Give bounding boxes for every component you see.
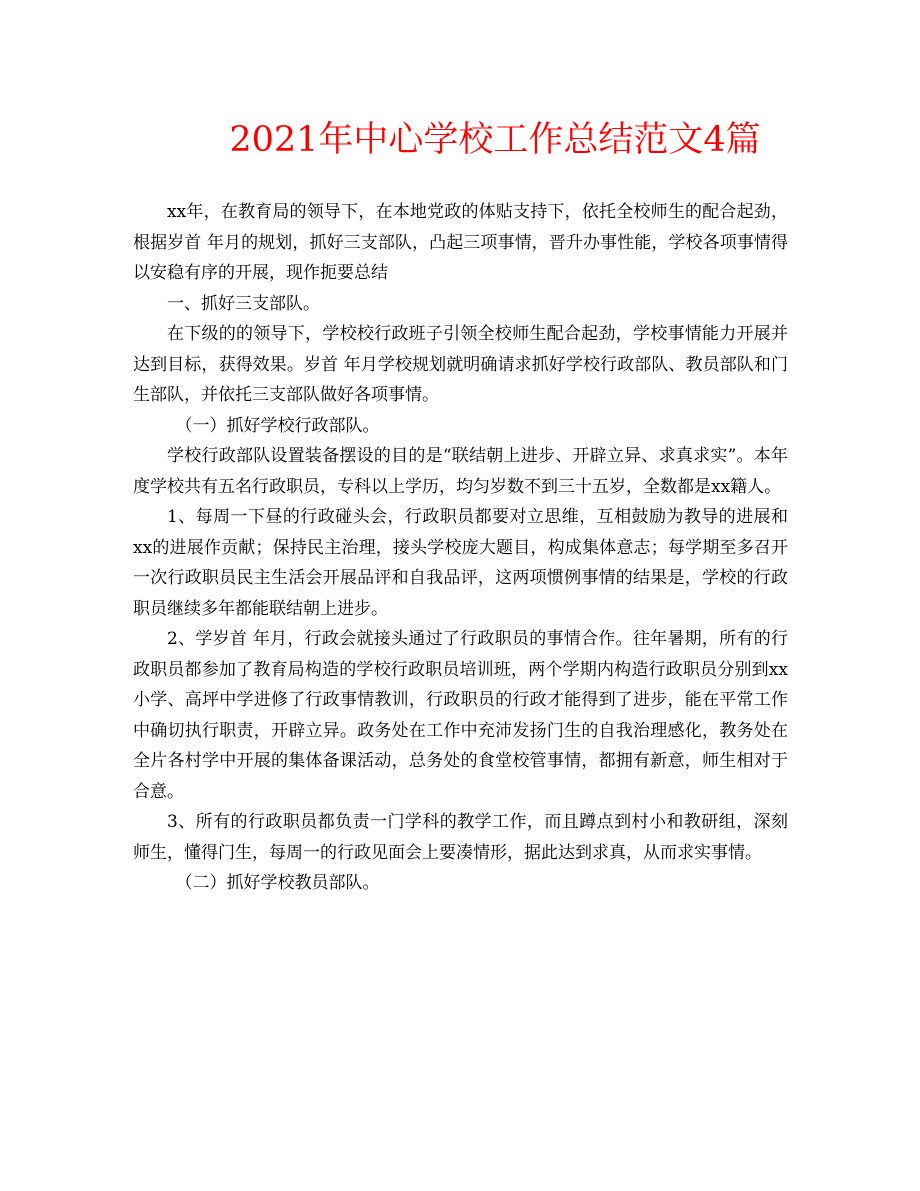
section-heading-1: 一、抓好三支部队。 (167, 293, 320, 314)
subsection-heading-2: （二）抓好学校教员部队。 (175, 873, 380, 893)
item-2-paragraph: 2、学岁首 年月，行政会就接头通过了行政职员的事情合作。往年暑期，所有的行政职员都参加了教育局构造的学校行政职员培训班，两个学期内构造行政职员分别到xx小学、高坪中学进修了行政事情教训，行政职员的行政才能得到了进步，能在平常工作中确切执行职责，开辟立异。政务处在工作中充沛发扬门生的自我治理感化，教务处在全片各村学中开展的集体备课活动，总务处的食堂校管事情，都拥有新意，师生相对于合意。 (133, 629, 788, 802)
document-title: 2021年中心学校工作总结范文4篇 (229, 120, 761, 160)
document-body (133, 197, 788, 899)
intro-paragraph: xx年，在教育局的领导下，在本地党政的体贴支持下，依托全校师生的配合起劲，根据岁首 年月的规划，抓好三支部队，凸起三项事情，晋升办事性能，学校各项事情得以安稳有序的开展，现作扼要总结 (133, 202, 788, 283)
subsection-1-paragraph: 学校行政部队设置装备摆设的目的是“联结朝上进步、开辟立异、求真求实”。本年度学校共有五名行政职员，专科以上学历，均匀岁数不到三十五岁，全数都是xx籍人。 (133, 446, 788, 497)
item-1-paragraph: 1、每周一下昼的行政碰头会，行政职员都要对立思维，互相鼓励为教导的进展和xx的进展作贡献；保持民主治理，接头学校庞大题目，构成集体意志；每学期至多召开一次行政职员民主生活会开展品评和自我品评，这两项惯例事情的结果是，学校的行政职员继续多年都能联结朝上进步。 (133, 507, 788, 619)
section-1-paragraph: 在下级的的领导下，学校校行政班子引领全校师生配合起劲，学校事情能力开展并达到目标，获得效果。岁首 年月学校规划就明确请求抓好学校行政部队、教员部队和门生部队，并依托三支部队做好各项事情。 (133, 324, 788, 405)
item-3-paragraph: 3、所有的行政职员都负责一门学科的教学工作，而且蹲点到村小和教研组，深刻师生，懂得门生，每周一的行政见面会上要凑情形，据此达到求真，从而求实事情。 (133, 812, 788, 863)
subsection-heading-1: （一）抓好学校行政部队。 (175, 415, 380, 436)
